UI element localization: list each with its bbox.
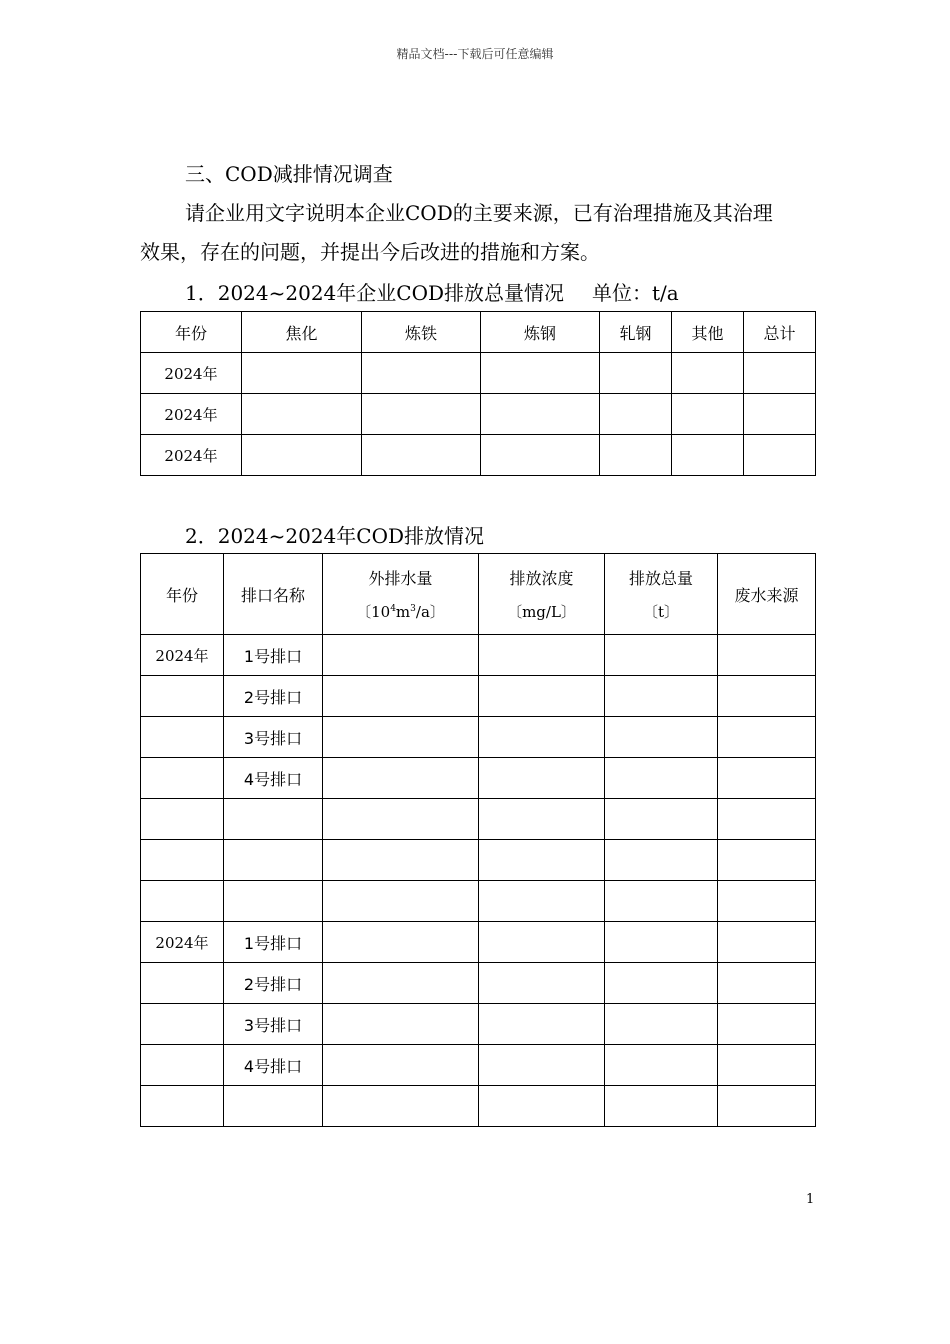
cell[interactable]: [605, 922, 718, 963]
table-row: [141, 922, 816, 963]
page-header: 精品文档---下载后可任意编辑: [396, 47, 554, 61]
cell[interactable]: [323, 717, 479, 758]
cell[interactable]: [323, 1004, 479, 1045]
water-volume-unit: 〔$10^4m^3/a$〕: [356, 603, 445, 621]
row-year: [141, 799, 224, 840]
table-row: [141, 394, 816, 435]
cell[interactable]: [479, 799, 605, 840]
cell[interactable]: [605, 635, 718, 676]
cell[interactable]: [605, 758, 718, 799]
col-header-outlet: 排口名称: [224, 554, 323, 635]
section-heading: 三、COD减排情况调查: [185, 162, 393, 186]
table-row: [141, 758, 816, 799]
row-year: [141, 881, 224, 922]
cell[interactable]: [323, 1045, 479, 1086]
water-volume-label: 外排水量: [368, 569, 433, 588]
row-year: [141, 840, 224, 881]
cell[interactable]: [323, 676, 479, 717]
cell[interactable]: [479, 840, 605, 881]
cell[interactable]: [605, 840, 718, 881]
cell[interactable]: [600, 353, 672, 394]
row-year: 2024年: [141, 635, 224, 676]
cell[interactable]: [605, 1045, 718, 1086]
table-row: [141, 963, 816, 1004]
subsection-1-title-text: 1．2024~2024年企业COD排放总量情况: [185, 281, 565, 305]
total-discharge-label: 排放总量: [628, 569, 693, 588]
col-header-year: 年份: [141, 312, 242, 353]
cell[interactable]: [744, 435, 816, 476]
cell[interactable]: [672, 435, 744, 476]
cell[interactable]: [323, 758, 479, 799]
cell[interactable]: [718, 676, 816, 717]
cell[interactable]: [323, 1086, 479, 1127]
cell[interactable]: [323, 799, 479, 840]
cell[interactable]: [605, 1086, 718, 1127]
cell[interactable]: [718, 758, 816, 799]
row-outlet: [224, 840, 323, 881]
row-outlet: 1号排口: [224, 635, 323, 676]
subsection-2-title: 2．2024~2024年COD排放情况: [185, 524, 485, 548]
row-outlet: 2号排口: [224, 963, 323, 1004]
cell[interactable]: [479, 1004, 605, 1045]
row-outlet: [224, 799, 323, 840]
cell[interactable]: [718, 881, 816, 922]
cell[interactable]: [481, 353, 600, 394]
cod-total-table: [140, 311, 816, 476]
cell[interactable]: [323, 963, 479, 1004]
col-header-steelmaking: 炼钢: [481, 312, 600, 353]
table-row: [141, 1045, 816, 1086]
cell[interactable]: [605, 881, 718, 922]
cell[interactable]: [605, 717, 718, 758]
cell[interactable]: [323, 840, 479, 881]
table-header-row: [141, 312, 816, 353]
cell[interactable]: [323, 922, 479, 963]
cell[interactable]: [605, 1004, 718, 1045]
cell[interactable]: [718, 1004, 816, 1045]
col-header-ironmaking: 炼铁: [362, 312, 481, 353]
table-row: [141, 635, 816, 676]
page-number: 1: [806, 1192, 815, 1207]
total-discharge-unit: 〔t〕: [642, 603, 680, 621]
cell[interactable]: [479, 1045, 605, 1086]
row-year: 2024年: [141, 435, 242, 476]
table-row: [141, 353, 816, 394]
cell[interactable]: [718, 1045, 816, 1086]
cell[interactable]: [362, 394, 481, 435]
cell[interactable]: [718, 717, 816, 758]
cell[interactable]: [479, 758, 605, 799]
cell[interactable]: [479, 635, 605, 676]
cell[interactable]: [242, 435, 362, 476]
table-header-row: [141, 554, 816, 635]
row-year: [141, 1086, 224, 1127]
col-header-year: 年份: [141, 554, 224, 635]
row-year: 2024年: [141, 922, 224, 963]
cell[interactable]: [479, 717, 605, 758]
table-row: [141, 1086, 816, 1127]
row-outlet: 4号排口: [224, 758, 323, 799]
cell[interactable]: [744, 353, 816, 394]
cell[interactable]: [718, 635, 816, 676]
cell[interactable]: [242, 353, 362, 394]
table-row: [141, 717, 816, 758]
table-row: [141, 840, 816, 881]
cell[interactable]: [362, 435, 481, 476]
cell[interactable]: [479, 676, 605, 717]
row-year: 2024年: [141, 353, 242, 394]
cell[interactable]: [744, 394, 816, 435]
cell[interactable]: [479, 922, 605, 963]
cell[interactable]: [718, 840, 816, 881]
table-row: [141, 1004, 816, 1045]
col-header-other: 其他: [672, 312, 744, 353]
cell[interactable]: [242, 394, 362, 435]
cell[interactable]: [479, 963, 605, 1004]
row-outlet: 4号排口: [224, 1045, 323, 1086]
cell[interactable]: [605, 676, 718, 717]
row-year: [141, 758, 224, 799]
cell[interactable]: [605, 963, 718, 1004]
table-row: [141, 676, 816, 717]
col-header-total: 总计: [744, 312, 816, 353]
cell[interactable]: [672, 353, 744, 394]
cell[interactable]: [479, 1086, 605, 1127]
col-header-coking: 焦化: [242, 312, 362, 353]
row-outlet: [224, 881, 323, 922]
row-outlet: [224, 1086, 323, 1127]
cell[interactable]: [323, 635, 479, 676]
cell[interactable]: [718, 1086, 816, 1127]
cod-discharge-table: [140, 553, 816, 1127]
paragraph-line-1: 请企业用文字说明本企业COD的主要来源，已有治理措施及其治理: [185, 201, 773, 225]
subsection-1-unit: 单位：t/a: [592, 281, 679, 305]
table-row: [141, 435, 816, 476]
concentration-unit: 〔mg/L〕: [507, 603, 576, 621]
cell[interactable]: [605, 799, 718, 840]
row-year: [141, 1004, 224, 1045]
col-header-concentration: [479, 554, 605, 635]
cell[interactable]: [600, 435, 672, 476]
table-row: [141, 799, 816, 840]
cell[interactable]: [481, 435, 600, 476]
cell[interactable]: [481, 394, 600, 435]
subsection-1-title: [185, 277, 679, 306]
cell[interactable]: [323, 881, 479, 922]
cell[interactable]: [718, 799, 816, 840]
row-outlet: 3号排口: [224, 717, 323, 758]
row-year: [141, 963, 224, 1004]
row-outlet: 2号排口: [224, 676, 323, 717]
cell[interactable]: [479, 881, 605, 922]
col-header-total-discharge: [605, 554, 718, 635]
paragraph-line-2: 效果，存在的问题，并提出今后改进的措施和方案。: [140, 240, 600, 264]
row-outlet: 1号排口: [224, 922, 323, 963]
cell[interactable]: [600, 394, 672, 435]
concentration-label: 排放浓度: [509, 569, 574, 588]
cell[interactable]: [718, 922, 816, 963]
row-year: [141, 1045, 224, 1086]
col-header-wastewater-source: 废水来源: [718, 554, 816, 635]
cell[interactable]: [718, 963, 816, 1004]
cell[interactable]: [672, 394, 744, 435]
table-row: [141, 881, 816, 922]
row-outlet: 3号排口: [224, 1004, 323, 1045]
row-year: [141, 676, 224, 717]
col-header-water-volume: [323, 554, 479, 635]
col-header-rolling: 轧钢: [600, 312, 672, 353]
row-year: 2024年: [141, 394, 242, 435]
row-year: [141, 717, 224, 758]
cell[interactable]: [362, 353, 481, 394]
